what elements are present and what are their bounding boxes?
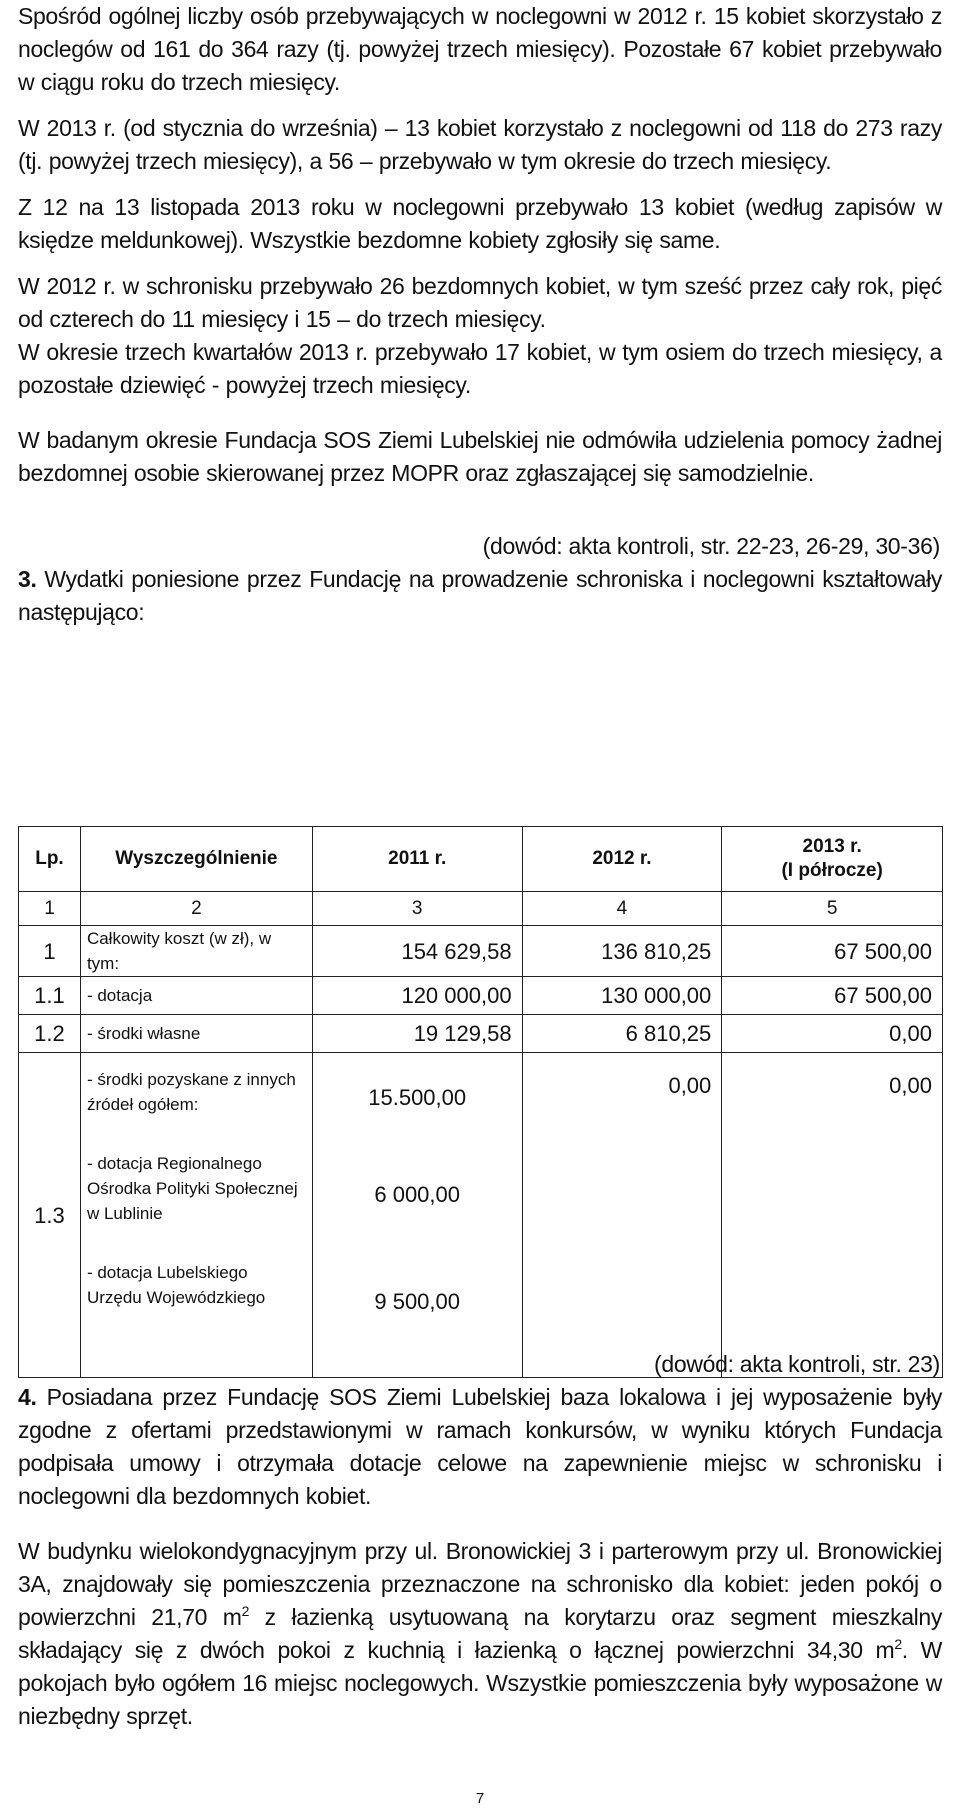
page-number: 7 [475,1790,485,1807]
superscript: 2 [894,1636,902,1652]
row-value-2011: 154 629,58 [312,926,522,977]
row-value-2011: 19 129,58 [312,1015,522,1053]
row-value-2012: 136 810,25 [522,926,722,977]
sub-value: 6 000,00 [374,1182,460,1207]
table-row [19,926,943,977]
section-number: 4. [18,1384,37,1410]
paragraph-schronisko-2012: W 2012 r. w schronisku przebywało 26 bezdomnych kobiet, w tym sześć przez cały rok, pięć od czterech do 11 miesięcy i 15 – do trzech miesięcy. [18,273,942,332]
table-row [19,977,943,1015]
premises-text: . W pokojach było ogółem 16 miejsc noclegowych. Wszystkie pomieszczenia były wyposażone w niezbędny sprzęt. [18,1637,942,1729]
row-value-2013: 67 500,00 [722,926,943,977]
row-value-2012: 6 810,25 [522,1015,722,1053]
row-value-2013: 67 500,00 [722,977,943,1015]
header-2012: 2012 r. [522,827,722,892]
column-number: 4 [522,892,722,926]
row-description: - środki własne [80,1015,312,1053]
expenses-table [18,826,943,1378]
table-row [19,1015,943,1053]
row-value-2013: 0,00 [722,1053,943,1378]
paragraph-listopad-2013: Z 12 na 13 listopada 2013 roku w noclegowni przebywało 13 kobiet (według zapisów w księdze meldunkowej). Wszystkie bezdomne kobiety zgłosiły się same. [18,194,942,253]
header-2013 [722,827,943,892]
row-value-2012: 130 000,00 [522,977,722,1015]
row-description-group [80,1053,312,1378]
row-description: Całkowity koszt (w zł), w tym: [80,926,312,977]
header-2011: 2011 r. [312,827,522,892]
document-page [18,0,942,629]
section-text: Wydatki poniesione przez Fundację na prowadzenie schroniska i noclegowni kształtowały następująco: [18,566,942,625]
sub-description: - dotacja Regionalnego Ośrodka Polityki Społecznej w Lublinie [86,1154,298,1223]
row-value-2012: 0,00 [522,1053,722,1378]
premises-text: z łazienką usytuowaną na korytarzu oraz segment mieszkalny składający się z dwóch pokoi z kuchnią i łazienką o łącznej powierzchni 34,30 m [18,1604,943,1663]
row-value-2011: 120 000,00 [312,977,522,1015]
row-lp: 1.3 [19,1053,81,1378]
section-4-paragraph [18,1381,942,1513]
row-lp: 1 [19,926,81,977]
header-description: Wyszczególnienie [80,827,312,892]
evidence-reference: (dowód: akta kontroli, str. 23) [653,1351,940,1377]
header-2013-year: 2013 r. [802,836,862,857]
paragraph-noclegownia-2012: Spośród ogólnej liczby osób przebywających w noclegowni w 2012 r. 15 kobiet skorzystało z noclegów od 161 do 364 razy (tj. powyżej trzech miesięcy). Pozostałe 67 kobiet przebywało w ciągu roku do trzech miesięcy. [18,3,942,95]
row-description: - dotacja [80,977,312,1015]
document-page-lower [18,1348,942,1733]
paragraph-schronisko-2013: W okresie trzech kwartałów 2013 r. przebywało 17 kobiet, w tym osiem do trzech miesięcy, a pozostałe dziewięć - powyżej trzech miesięcy. [18,339,942,398]
paragraph-premises [18,1535,942,1733]
section-3-paragraph [18,563,942,629]
table-header-row [19,827,943,892]
column-number-row [19,892,943,926]
row-value-2013: 0,00 [722,1015,943,1053]
premises-text: W budynku wielokondygnacyjnym przy ul. Bronowickiej 3 i parterowym przy ul. Bronowickiej 3A, znajdowały się pomieszczenia przeznaczone na schronisko dla kobiet: jeden pokój o powierzchni 21,70 m [18,1538,942,1630]
column-number: 3 [312,892,522,926]
table-row [19,1053,943,1378]
paragraph-no-refusals: W badanym okresie Fundacja SOS Ziemi Lubelskiej nie odmówiła udzielenia pomocy żadnej bezdomnej osobie skierowanej przez MOPR oraz zgłaszającej się samodzielnie. [18,427,942,486]
header-2013-period: (I półrocze) [781,860,883,881]
sub-value: 9 500,00 [374,1289,460,1314]
paragraph-noclegownia-2013: W 2013 r. (od stycznia do września) – 13 kobiet korzystało z noclegowni od 118 do 273 razy (tj. powyżej trzech miesięcy), a 56 – przebywało w tym okresie do trzech miesięcy. [18,115,942,174]
column-number: 5 [722,892,943,926]
superscript: 2 [241,1603,249,1619]
column-number: 1 [19,892,81,926]
sub-description: - dotacja Lubelskiego Urzędu Wojewódzkiego [86,1263,266,1307]
sub-value: 15.500,00 [368,1085,467,1110]
row-value-2011-group [312,1053,522,1378]
sub-description: - środki pozyskane z innych źródeł ogółem: [86,1070,296,1114]
section-text: Posiadana przez Fundację SOS Ziemi Lubelskiej baza lokalowa i jej wyposażenie były zgodne z ofertami przedstawionymi w ramach konkursów, w wyniku których Fundacja podpisała umowy i otrzymała dotacje celowe na zapewnienie miejsc w schronisku i noclegowni dla bezdomnych kobiet. [18,1384,942,1509]
row-lp: 1.2 [19,1015,81,1053]
header-lp: Lp. [19,827,81,892]
evidence-reference: (dowód: akta kontroli, str. 22-23, 26-29, 30-36) [482,533,940,559]
column-number: 2 [80,892,312,926]
section-number: 3. [18,566,37,592]
row-lp: 1.1 [19,977,81,1015]
